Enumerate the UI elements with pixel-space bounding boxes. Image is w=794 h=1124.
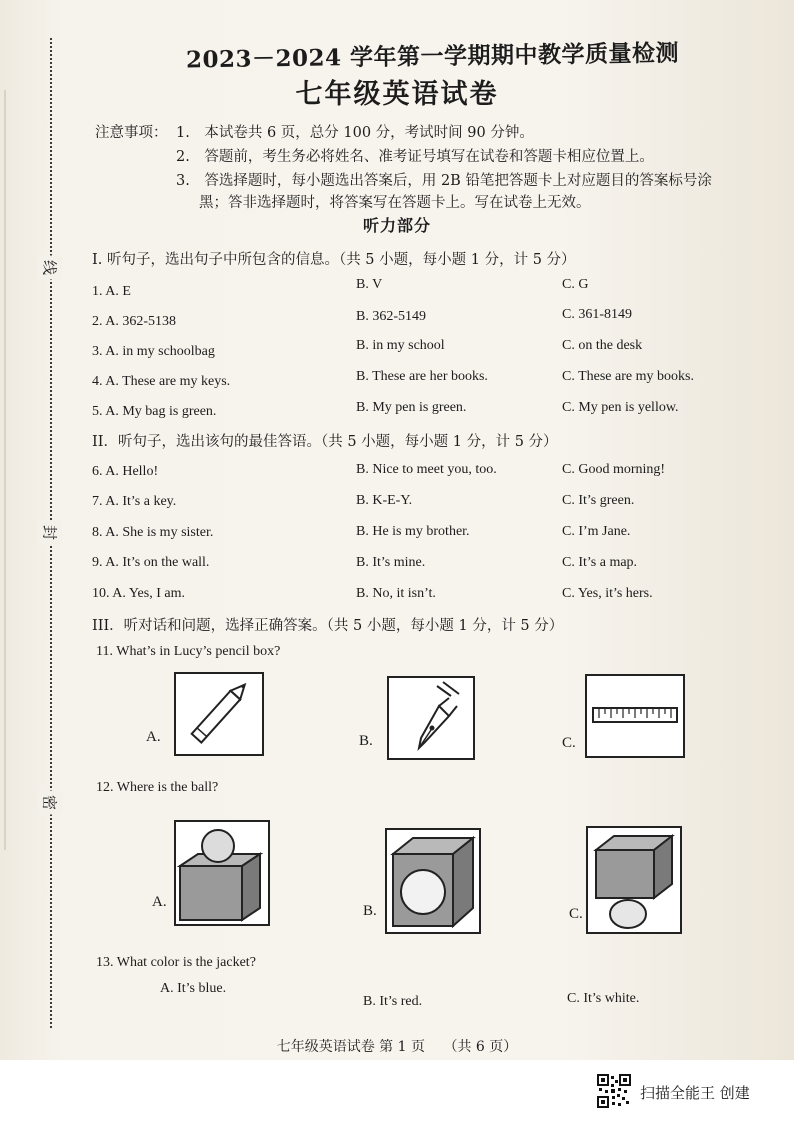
pencil-icon xyxy=(176,674,262,754)
q4-option-c: C. These are my books. xyxy=(562,369,694,384)
q11-question: 11. What’s in Lucy’s pencil box? xyxy=(96,644,281,659)
binding-mark-seal: 封 xyxy=(38,521,63,545)
part2-heading: II．听句子，选出该句的最佳答语。（共 5 小题，每小题 1 分，计 5 分） xyxy=(92,434,558,450)
q9-option-a: 9. A. It’s on the wall. xyxy=(92,555,210,570)
q4-option-a: 4. A. These are my keys. xyxy=(92,374,231,389)
q1-option-a: 1. A. E xyxy=(92,284,131,299)
q12-label-c: C. xyxy=(569,906,583,922)
ball-on-box-icon xyxy=(176,822,268,924)
q11-picture-a xyxy=(174,672,264,756)
q9-option-c: C. It’s a map. xyxy=(562,555,638,570)
q8-option-a: 8. A. She is my sister. xyxy=(92,525,214,540)
binding-mark-line: 线 xyxy=(38,256,63,280)
pen-nib-icon xyxy=(389,678,473,758)
q12-question: 12. Where is the ball? xyxy=(96,780,219,795)
q11-picture-c xyxy=(585,674,685,758)
exam-title-line2: 七年级英语试卷 xyxy=(295,79,499,110)
notes-label: 注意事项： xyxy=(95,125,168,141)
scanner-watermark: 扫描全能王 创建 xyxy=(640,1084,750,1102)
q8-option-c: C. I’m Jane. xyxy=(562,524,631,539)
note-item-3: 3. 答选择题时，每小题选出答案后，用 2B 铅笔把答题卡上对应题目的答案标号涂 xyxy=(176,173,712,189)
q10-option-a: 10. A. Yes, I am. xyxy=(92,586,185,601)
q12-label-b: B. xyxy=(363,903,377,919)
q11-label-a: A. xyxy=(146,729,161,745)
ball-under-box-icon xyxy=(588,828,680,932)
q2-option-b: B. 362-5149 xyxy=(356,309,426,324)
q11-picture-b xyxy=(387,676,475,760)
q7-option-b: B. K-E-Y. xyxy=(356,493,413,508)
binding-mark-secret: 密 xyxy=(38,791,63,815)
q10-option-b: B. No, it isn’t. xyxy=(356,586,436,601)
q5-option-b: B. My pen is green. xyxy=(356,400,467,415)
page-edge-shadow xyxy=(4,90,6,850)
q12-label-a: A. xyxy=(152,894,167,910)
exam-title-line1: 2023－2024 学年第一学期期中教学质量检测 xyxy=(185,39,680,74)
q1-option-b: B. V xyxy=(356,277,383,292)
q5-option-a: 5. A. My bag is green. xyxy=(92,404,217,419)
q9-option-b: B. It’s mine. xyxy=(356,555,426,570)
part1-heading: I. 听句子，选出句子中所包含的信息。（共 5 小题，每小题 1 分，计 5 分） xyxy=(92,252,576,268)
q13-option-b: B. It’s red. xyxy=(363,994,423,1009)
note-item-2: 2. 答题前，考生务必将姓名、准考证号填写在试卷和答题卡相应位置上。 xyxy=(176,149,654,165)
q13-question: 13. What color is the jacket? xyxy=(96,955,256,970)
page-footer: 七年级英语试卷 第 1 页 （共 6 页） xyxy=(276,1039,518,1055)
note-item-3-cont: 黑；答非选择题时，将答案写在答题卡上。写在试卷上无效。 xyxy=(199,195,591,211)
q11-label-b: B. xyxy=(359,733,373,749)
ruler-icon xyxy=(587,676,683,756)
part3-heading: III．听对话和问题，选择正确答案。（共 5 小题，每小题 1 分，计 5 分） xyxy=(92,618,564,634)
q12-picture-c xyxy=(586,826,682,934)
q3-option-a: 3. A. in my schoolbag xyxy=(92,344,215,359)
q6-option-c: C. Good morning! xyxy=(562,462,666,477)
q2-option-a: 2. A. 362-5138 xyxy=(92,314,176,329)
q4-option-b: B. These are her books. xyxy=(356,369,488,384)
q6-option-a: 6. A. Hello! xyxy=(92,464,159,479)
qr-code-icon xyxy=(597,1074,631,1108)
ball-in-box-icon xyxy=(387,830,479,932)
q6-option-b: B. Nice to meet you, too. xyxy=(356,462,497,477)
note-item-1: 1. 本试卷共 6 页，总分 100 分，考试时间 90 分钟。 xyxy=(176,125,534,141)
q12-picture-a xyxy=(174,820,270,926)
q13-option-c: C. It’s white. xyxy=(567,991,640,1006)
q13-option-a: A. It’s blue. xyxy=(160,981,227,996)
q5-option-c: C. My pen is yellow. xyxy=(562,400,679,415)
q7-option-c: C. It’s green. xyxy=(562,493,635,508)
q10-option-c: C. Yes, it’s hers. xyxy=(562,586,653,601)
q1-option-c: C. G xyxy=(562,277,589,292)
q3-option-b: B. in my school xyxy=(356,338,445,353)
q11-label-c: C. xyxy=(562,735,576,751)
q3-option-c: C. on the desk xyxy=(562,338,643,353)
q7-option-a: 7. A. It’s a key. xyxy=(92,494,177,509)
section-title-listening: 听力部分 xyxy=(362,216,431,235)
q8-option-b: B. He is my brother. xyxy=(356,524,470,539)
q12-picture-b xyxy=(385,828,481,934)
q2-option-c: C. 361-8149 xyxy=(562,307,632,322)
